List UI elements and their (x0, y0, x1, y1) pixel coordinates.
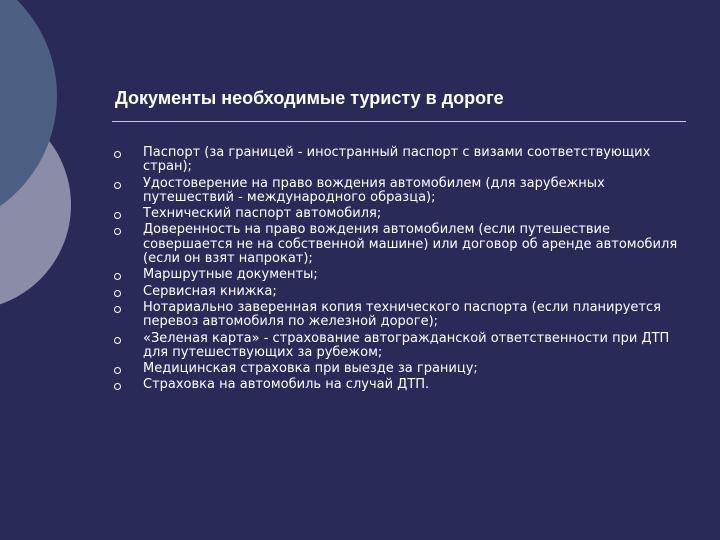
hollow-circle-icon (114, 290, 121, 297)
bullet-item (112, 362, 678, 376)
bullet-list (112, 146, 678, 395)
hollow-circle-icon (114, 151, 121, 158)
bullet-item (112, 223, 678, 266)
slide-title: Документы необходимые туристу в дороге (115, 88, 504, 108)
bullet-item (112, 285, 678, 299)
hollow-circle-icon (114, 182, 121, 189)
bullet-item (112, 378, 678, 392)
bullet-item (112, 301, 678, 330)
bullet-item (112, 146, 678, 175)
bullet-text: Сервисная книжка; (143, 283, 277, 299)
hollow-circle-icon (114, 337, 121, 344)
bullet-text: Технический паспорт автомобиля; (143, 206, 382, 222)
hollow-circle-icon (114, 367, 121, 374)
bullet-text: Маршрутные документы; (143, 267, 318, 283)
bullet-text: Паспорт (за границей - иностранный паспорт с визами соответствующих стран); (143, 145, 651, 175)
bullet-text: «Зеленая карта» - страхование автогражданской ответственности при ДТП для путешествующих за рубежом; (143, 330, 670, 360)
hollow-circle-icon (114, 212, 121, 219)
hollow-circle-icon (114, 273, 121, 280)
hollow-circle-icon (114, 306, 121, 313)
hollow-circle-icon (114, 383, 121, 390)
bullet-text: Удостоверение на право вождения автомобилем (для зарубежных путешествий - международного образца); (143, 175, 605, 205)
bullet-item (112, 268, 678, 282)
bullet-item (112, 332, 678, 361)
hollow-circle-icon (114, 228, 121, 235)
title-divider (112, 121, 686, 122)
bullet-text: Доверенность на право вождения автомобилем (если путешествие совершается не на собственной машине) или договор об аренде автомобиля (если он взят напрокат); (143, 222, 678, 267)
bullet-item (112, 177, 678, 206)
bullet-text: Медицинская страховка при выезде за границу; (143, 361, 478, 377)
bullet-text: Страховка на автомобиль на случай ДТП. (143, 377, 430, 393)
bullet-text: Нотариально заверенная копия технического паспорта (если планируется перевоз автомобиля по железной дороге); (143, 299, 661, 330)
bullet-item (112, 207, 678, 221)
